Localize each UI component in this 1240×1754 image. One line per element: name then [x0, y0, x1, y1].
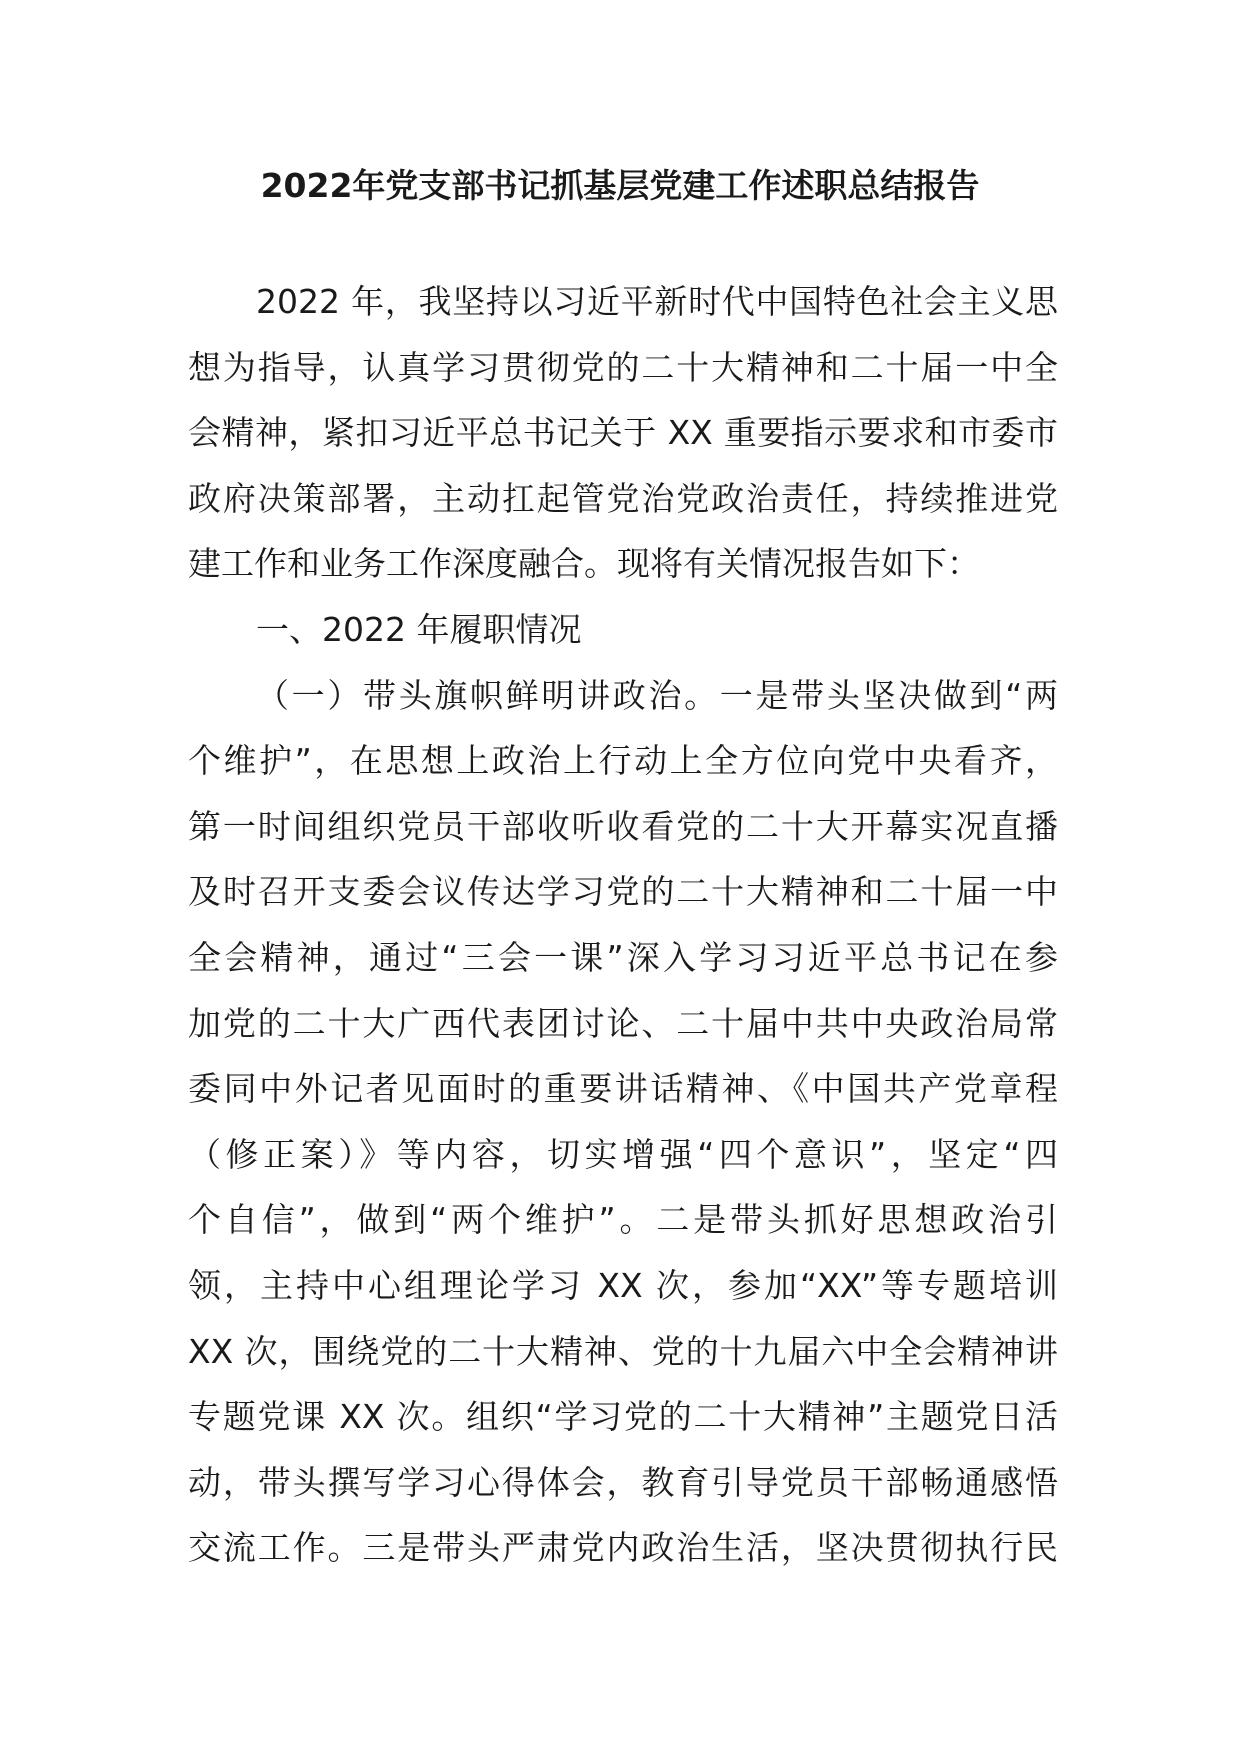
paragraph-line: 领，主持中心组理论学习 XX 次，参加“XX”等专题培训 [188, 1265, 1058, 1305]
paragraph-line: （修正案）》等内容，切实增强“四个意识”，坚定“四 [188, 1134, 1058, 1174]
paragraph-line: 交流工作。三是带头严肃党内政治生活，坚决贯彻执行民 [188, 1528, 1058, 1568]
paragraph-line: 动，带头撰写学习心得体会，教育引导党员干部畅通感悟 [188, 1462, 1058, 1502]
paragraph-line: 第一时间组织党员干部收听收看党的二十大开幕实况直播 [188, 806, 1058, 846]
paragraph-line: 全会精神，通过“三会一课”深入学习习近平总书记在参 [188, 937, 1058, 977]
paragraph-line: 专题党课 XX 次。组织“学习党的二十大精神”主题党日活 [188, 1397, 1058, 1437]
paragraph-line: 想为指导，认真学习贯彻党的二十大精神和二十届一中全 [188, 347, 1058, 387]
paragraph-line: 政府决策部署，主动扛起管党治党政治责任，持续推进党 [188, 478, 1058, 518]
section-heading: 一、2022 年履职情况 [256, 609, 582, 649]
paragraph-line: （一）带头旗帜鲜明讲政治。一是带头坚决做到“两 [256, 675, 1058, 715]
paragraph-line: 个维护”，在思想上政治上行动上全方位向党中央看齐， [188, 741, 1058, 781]
paragraph-line: 会精神，紧扣习近平总书记关于 XX 重要指示要求和市委市 [188, 413, 1058, 453]
paragraph-line: 及时召开支委会议传达学习党的二十大精神和二十届一中 [188, 872, 1058, 912]
paragraph-line: 个自信”，做到“两个维护”。二是带头抓好思想政治引 [188, 1200, 1058, 1240]
paragraph-line: 建工作和业务工作深度融合。现将有关情况报告如下： [188, 544, 980, 584]
paragraph-line: 加党的二十大广西代表团讨论、二十届中共中央政治局常 [188, 1003, 1058, 1043]
paragraph-line: 委同中外记者见面时的重要讲话精神、《中国共产党章程 [188, 1069, 1058, 1109]
paragraph-line: XX 次，围绕党的二十大精神、党的十九届六中全会精神讲 [188, 1331, 1058, 1371]
document-title: 2022年党支部书记抓基层党建工作述职总结报告 [260, 166, 980, 205]
paragraph-line: 2022 年，我坚持以习近平新时代中国特色社会主义思 [256, 282, 1058, 321]
document-body [188, 282, 1058, 1594]
